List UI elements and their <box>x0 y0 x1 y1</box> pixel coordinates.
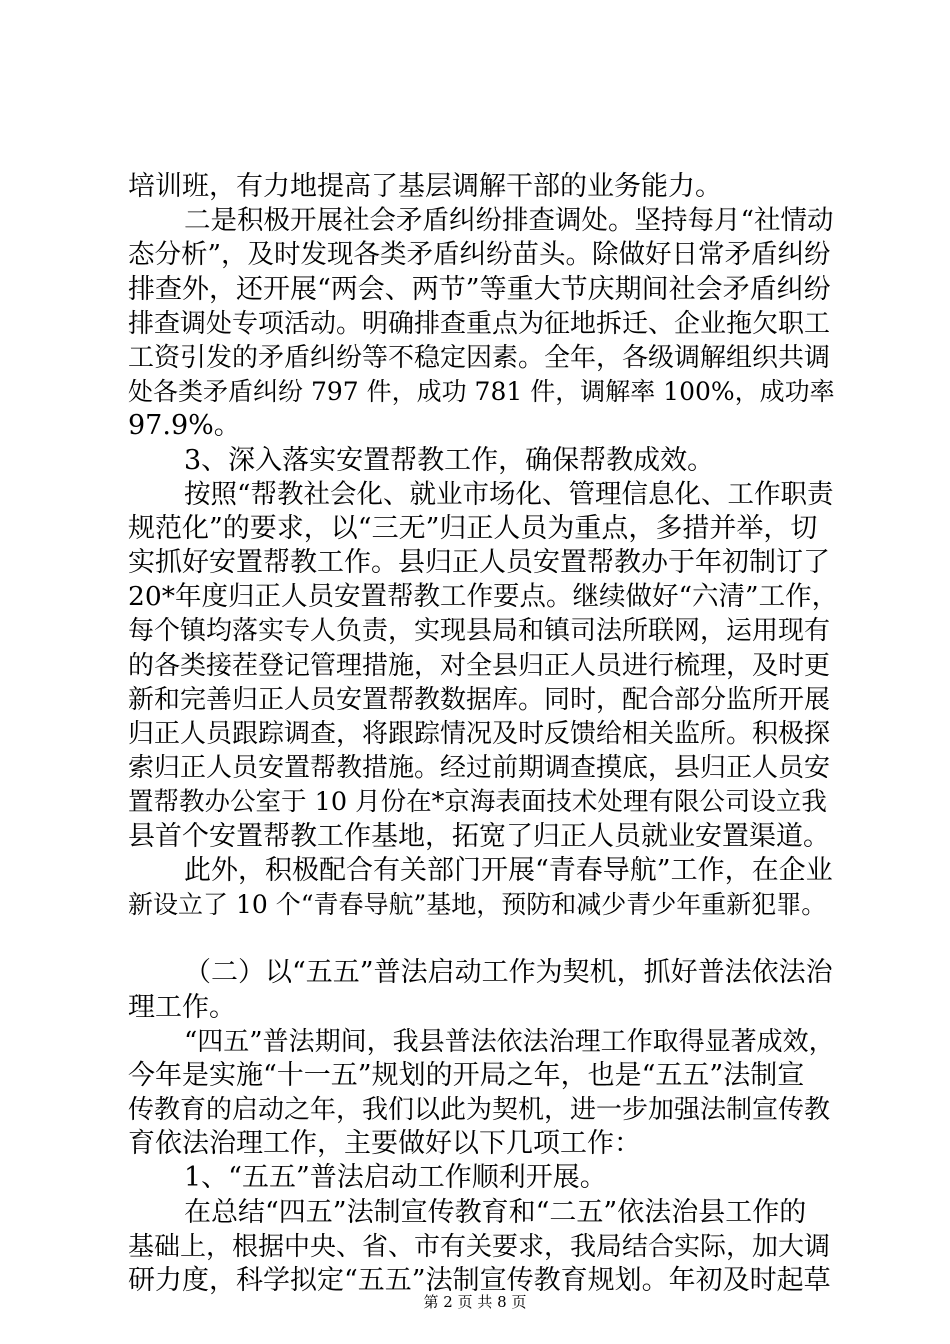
blank-line <box>128 922 838 956</box>
text-line: 研力度，科学拟定“五五”法制宣传教育规划。年初及时起草 <box>128 1265 831 1296</box>
text-line: 20*年度归正人员安置帮教工作要点。继续做好“六清”工作， <box>128 581 838 613</box>
text-line: 县首个安置帮教工作基地，拓宽了归正人员就业安置渠道。 <box>128 820 830 852</box>
text-line: 此外，积极配合有关部门开展“青春导航”工作，在企业 <box>184 854 833 886</box>
text-line: 处各类矛盾纠纷 797 件，成功 781 件，调解率 100%，成功率 <box>128 377 835 407</box>
text-line: 每个镇均落实专人负责，实现县局和镇司法所联网，运用现有 <box>128 616 831 647</box>
text-line: 索归正人员安置帮教措施。经过前期调查摸底，县归正人员安 <box>128 753 831 784</box>
text-line: 基础上，根据中央、省、市有关要求，我局结合实际，加大调 <box>128 1231 831 1262</box>
text-line: 新设立了 10 个“青春导航”基地，预防和减少青少年重新犯罪。 <box>128 889 827 919</box>
text-line: 置帮教办公室于 10 月份在*京海表面技术处理有限公司设立我 <box>128 787 827 818</box>
text-line: 的各类接茬登记管理措施，对全县归正人员进行梳理，及时更 <box>128 650 831 681</box>
text-line: 态分析”，及时发现各类矛盾纠纷苗头。除做好日常矛盾纠纷 <box>128 239 831 271</box>
text-line: 工资引发的矛盾纠纷等不稳定因素。全年，各级调解组织共调 <box>128 342 831 373</box>
text-line: 97.9%。 <box>128 410 241 442</box>
text-line: 新和完善归正人员安置帮教数据库。同时，配合部分监所开展 <box>128 684 831 715</box>
text-line: 归正人员跟踪调查，将跟踪情况及时反馈给相关监所。积极探 <box>128 719 831 749</box>
text-line: 规范化”的要求，以“三无”归正人员为重点，多措并举，切 <box>128 512 818 544</box>
text-line: 按照“帮教社会化、就业市场化、管理信息化、工作职责 <box>184 478 834 510</box>
text-line: 实抓好安置帮教工作。县归正人员安置帮教办于年初制订了 <box>128 547 830 579</box>
document-body <box>128 170 838 1298</box>
text-line: 传教育的启动之年，我们以此为契机，进一步加强法制宣传教 <box>128 1095 831 1126</box>
text-line: 3、深入落实安置帮教工作，确保帮教成效。 <box>184 444 715 476</box>
text-line: 排查外，还开展“两会、两节”等重大节庆期间社会矛盾纠纷 <box>128 273 831 305</box>
text-line: 1、“五五”普法启动工作顺利开展。 <box>184 1162 607 1194</box>
text-line: 在总结“四五”法制宣传教育和“二五”依法治县工作的 <box>184 1196 807 1228</box>
text-line: 二是积极开展社会矛盾纠纷排查调处。坚持每月“社情动 <box>184 205 834 237</box>
text-line: （二）以“五五”普法启动工作为契机，抓好普法依法治 <box>184 957 833 989</box>
text-line: 育依法治理工作，主要做好以下几项工作： <box>128 1128 641 1160</box>
text-line: 排查调处专项活动。明确排查重点为征地拆迁、企业拖欠职工 <box>128 308 831 339</box>
text-line: 理工作。 <box>128 991 236 1023</box>
text-line: “四五”普法期间，我县普法依法治理工作取得显著成效， <box>184 1026 835 1057</box>
page-footer: 第 2 页 共 8 页 <box>423 1293 527 1311</box>
text-line: 今年是实施“十一五”规划的开局之年，也是“五五”法制宣 <box>128 1059 805 1091</box>
text-line: 培训班，有力地提高了基层调解干部的业务能力。 <box>128 171 722 202</box>
